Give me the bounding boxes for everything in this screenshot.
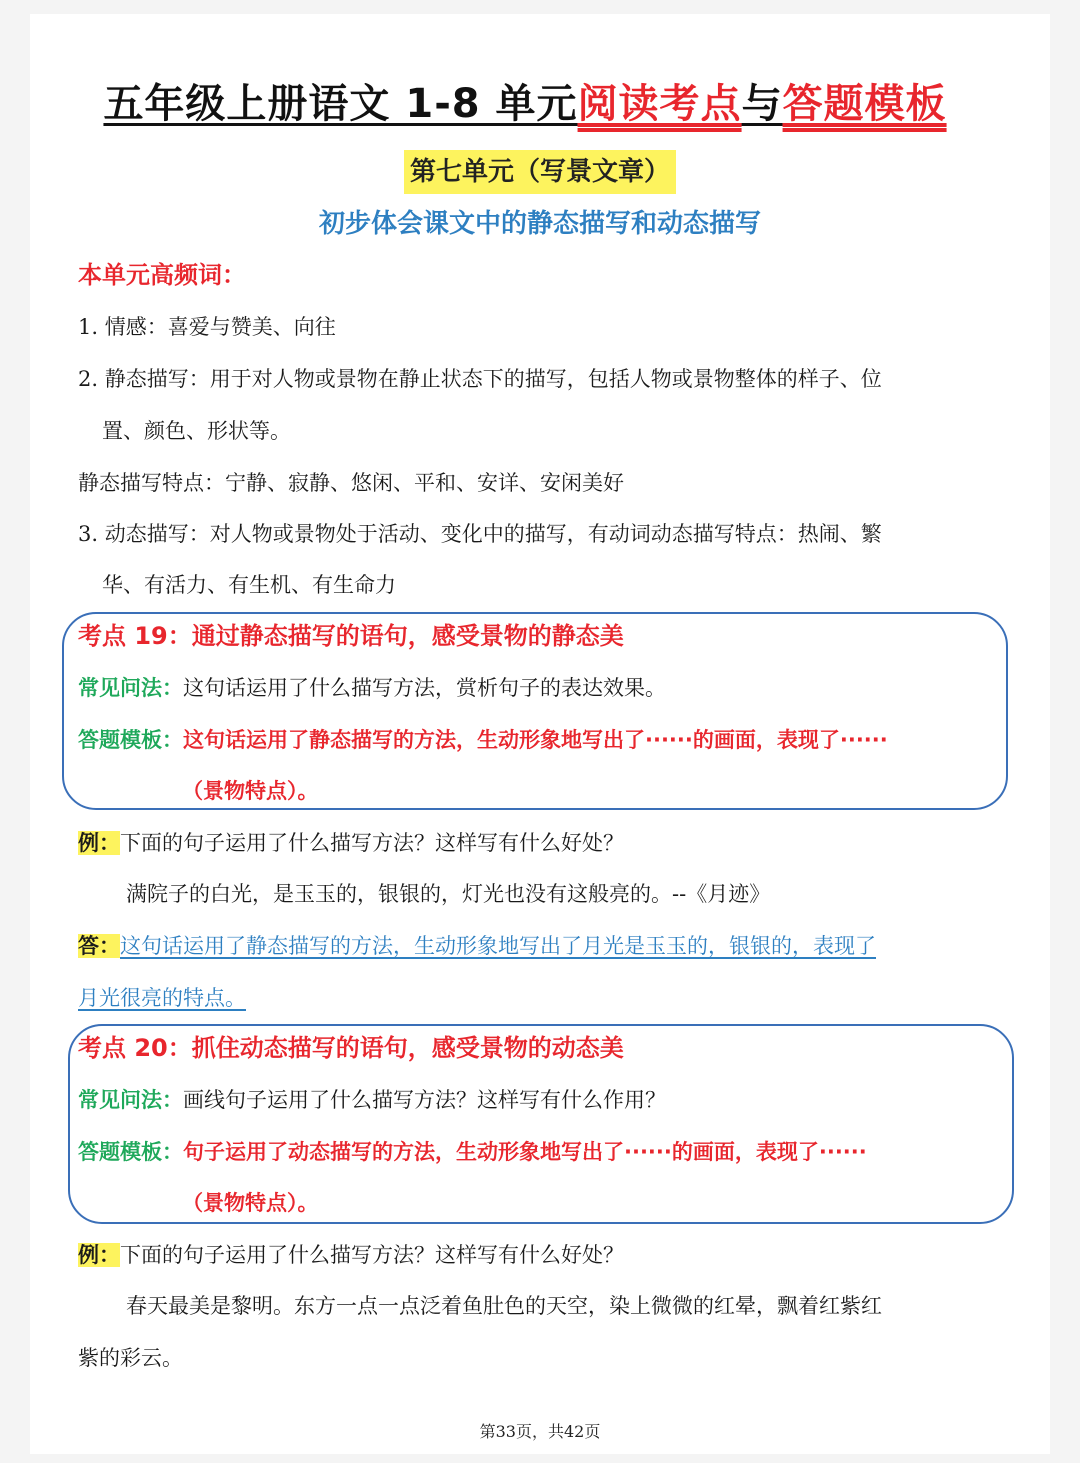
example-19-sentence: 满院子的白光，是玉玉的，银银的，灯光也没有这般亮的。--《月迹》 bbox=[126, 882, 771, 906]
page-title bbox=[60, 78, 990, 130]
example-20-sentence-line-2: 紫的彩云。 bbox=[78, 1346, 183, 1370]
kaodian-19-question-row bbox=[78, 671, 666, 705]
high-freq-item-3-line-2: 华、有活力、有生机、有生命力 bbox=[102, 573, 396, 597]
kaodian-19-template-line-2: （景物特点）。 bbox=[182, 779, 319, 803]
example-label: 例： bbox=[78, 1243, 120, 1267]
example-20-sentence-line-1: 春天最美是黎明。东方一点一点泛着鱼肚色的天空，染上微微的红晕，飘着红紫红 bbox=[126, 1294, 882, 1318]
kaodian-20-question-row bbox=[78, 1083, 666, 1117]
high-freq-item-3-line-1: 3. 动态描写：对人物或景物处于活动、变化中的描写，有动词动态描写特点：热闹、繁 bbox=[78, 522, 882, 546]
title-part-red: 答题模板 bbox=[782, 81, 947, 127]
high-freq-heading: 本单元高频词： bbox=[78, 261, 246, 289]
example-20-question-row bbox=[78, 1238, 624, 1272]
unit-subtitle: 初步体会课文中的静态描写和动态描写 bbox=[318, 209, 761, 239]
answer-label: 答： bbox=[78, 934, 120, 958]
unit-title bbox=[0, 150, 1080, 194]
example-label: 例： bbox=[78, 831, 120, 855]
example-question: 下面的句子运用了什么描写方法？这样写有什么好处？ bbox=[120, 1243, 624, 1267]
template-label: 答题模板： bbox=[78, 1140, 183, 1164]
template-text: 句子运用了动态描写的方法，生动形象地写出了······的画面，表现了······ bbox=[183, 1140, 867, 1164]
template-label: 答题模板： bbox=[78, 728, 183, 752]
title-part-red: 阅读考点 bbox=[577, 81, 742, 127]
static-features: 静态描写特点：宁静、寂静、悠闲、平和、安详、安闲美好 bbox=[78, 471, 624, 495]
example-19-answer-row bbox=[78, 929, 876, 963]
unit-title-text: 第七单元（写景文章） bbox=[404, 150, 676, 194]
title-part-black: 与 bbox=[741, 81, 783, 127]
kaodian-19-template-row bbox=[78, 723, 888, 757]
example-question: 下面的句子运用了什么描写方法？这样写有什么好处？ bbox=[120, 831, 624, 855]
question-label: 常见问法： bbox=[78, 1088, 183, 1112]
example-19-answer-line-2: 月光很亮的特点。 bbox=[78, 986, 246, 1010]
high-freq-item-2-line-2: 置、颜色、形状等。 bbox=[102, 419, 291, 443]
kaodian-20-template-row bbox=[78, 1135, 867, 1169]
example-19-question-row bbox=[78, 826, 624, 860]
page-number: 第33页，共42页 bbox=[479, 1422, 601, 1441]
title-part-black: 五年级上册语文 1-8 单元 bbox=[103, 81, 578, 127]
template-text: 这句话运用了静态描写的方法，生动形象地写出了······的画面，表现了······ bbox=[183, 728, 888, 752]
answer-text: 这句话运用了静态描写的方法，生动形象地写出了月光是玉玉的，银银的，表现了 bbox=[120, 934, 876, 958]
kaodian-19-title: 考点 19：通过静态描写的语句，感受景物的静态美 bbox=[78, 622, 624, 650]
question-text: 画线句子运用了什么描写方法？这样写有什么作用？ bbox=[183, 1088, 666, 1112]
question-label: 常见问法： bbox=[78, 676, 183, 700]
kaodian-20-template-line-2: （景物特点）。 bbox=[182, 1191, 319, 1215]
high-freq-item-1: 1. 情感：喜爱与赞美、向往 bbox=[78, 315, 336, 339]
question-text: 这句话运用了什么描写方法，赏析句子的表达效果。 bbox=[183, 676, 666, 700]
high-freq-item-2-line-1: 2. 静态描写：用于对人物或景物在静止状态下的描写，包括人物或景物整体的样子、位 bbox=[78, 367, 882, 391]
kaodian-20-title: 考点 20：抓住动态描写的语句，感受景物的动态美 bbox=[78, 1034, 624, 1062]
